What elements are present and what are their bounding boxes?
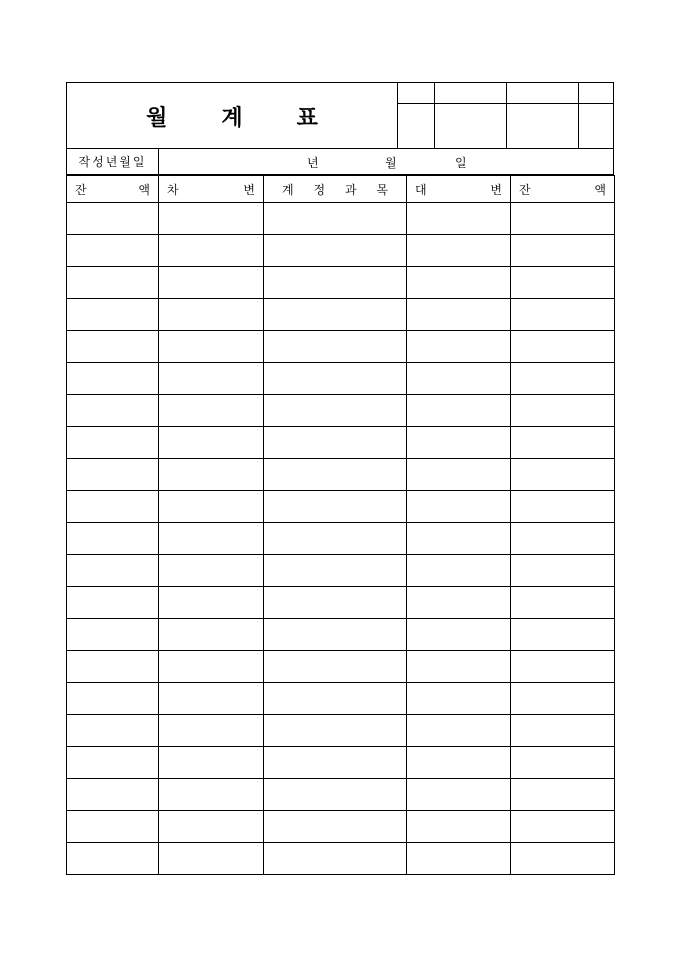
balance-right-cell[interactable]	[511, 459, 615, 491]
account-cell[interactable]	[264, 683, 407, 715]
approval-label-cell[interactable]	[434, 83, 506, 104]
debit-cell[interactable]	[159, 651, 264, 683]
account-cell[interactable]	[264, 619, 407, 651]
title-char: 표	[296, 104, 318, 131]
balance-left-cell[interactable]	[67, 811, 159, 843]
balance-left-cell[interactable]	[67, 843, 159, 875]
debit-cell[interactable]	[159, 715, 264, 747]
debit-cell[interactable]	[159, 459, 264, 491]
balance-left-cell[interactable]	[67, 235, 159, 267]
table-row	[67, 651, 615, 683]
debit-cell[interactable]	[159, 587, 264, 619]
debit-cell[interactable]	[159, 235, 264, 267]
account-cell[interactable]	[264, 779, 407, 811]
table-row	[67, 587, 615, 619]
credit-cell[interactable]	[407, 555, 511, 587]
debit-cell[interactable]	[159, 363, 264, 395]
balance-right-cell[interactable]	[511, 523, 615, 555]
ledger-header-row	[67, 176, 615, 203]
balance-right-cell[interactable]	[511, 235, 615, 267]
balance-left-cell[interactable]	[67, 331, 159, 363]
title-char: 월	[146, 104, 168, 131]
balance-right-cell[interactable]	[511, 747, 615, 779]
form-header	[66, 82, 614, 148]
account-cell[interactable]	[264, 555, 407, 587]
monthly-summary-form	[66, 82, 614, 875]
balance-left-cell[interactable]	[67, 683, 159, 715]
balance-right-cell[interactable]	[511, 299, 615, 331]
year-label: 년	[307, 156, 319, 170]
title-char: 계	[221, 104, 243, 131]
page-title	[67, 83, 397, 149]
table-row	[67, 491, 615, 523]
credit-cell[interactable]	[407, 395, 511, 427]
balance-right-cell[interactable]	[511, 267, 615, 299]
account-cell[interactable]	[264, 459, 407, 491]
credit-cell[interactable]	[407, 203, 511, 235]
balance-left-cell[interactable]	[67, 363, 159, 395]
balance-right-cell[interactable]	[511, 363, 615, 395]
balance-right-cell[interactable]	[511, 587, 615, 619]
column-header-credit: 대 변	[407, 176, 511, 203]
credit-cell[interactable]	[407, 811, 511, 843]
balance-left-cell[interactable]	[67, 651, 159, 683]
debit-cell[interactable]	[159, 811, 264, 843]
credit-cell[interactable]	[407, 523, 511, 555]
debit-cell[interactable]	[159, 683, 264, 715]
balance-left-cell[interactable]	[67, 267, 159, 299]
approval-sign-cell[interactable]	[434, 104, 506, 149]
debit-cell[interactable]	[159, 555, 264, 587]
account-cell[interactable]	[264, 267, 407, 299]
table-row	[67, 203, 615, 235]
account-cell[interactable]	[264, 715, 407, 747]
balance-left-cell[interactable]	[67, 203, 159, 235]
balance-left-cell[interactable]	[67, 427, 159, 459]
credit-cell[interactable]	[407, 267, 511, 299]
debit-cell[interactable]	[159, 427, 264, 459]
balance-left-cell[interactable]	[67, 587, 159, 619]
debit-cell[interactable]	[159, 267, 264, 299]
debit-cell[interactable]	[159, 619, 264, 651]
account-cell[interactable]	[264, 331, 407, 363]
date-label: 작성년월일	[67, 149, 159, 174]
approval-label-cell[interactable]	[578, 83, 614, 104]
credit-cell[interactable]	[407, 459, 511, 491]
balance-left-cell[interactable]	[67, 459, 159, 491]
credit-cell[interactable]	[407, 235, 511, 267]
credit-cell[interactable]	[407, 843, 511, 875]
table-row	[67, 811, 615, 843]
table-row	[67, 363, 615, 395]
ledger-table	[66, 175, 615, 875]
balance-left-cell[interactable]	[67, 779, 159, 811]
account-cell[interactable]	[264, 235, 407, 267]
column-header-debit: 차 변	[159, 176, 264, 203]
table-row	[67, 715, 615, 747]
credit-cell[interactable]	[407, 683, 511, 715]
balance-right-cell[interactable]	[511, 491, 615, 523]
account-cell[interactable]	[264, 651, 407, 683]
balance-right-cell[interactable]	[511, 427, 615, 459]
credit-cell[interactable]	[407, 331, 511, 363]
table-row	[67, 267, 615, 299]
table-row	[67, 299, 615, 331]
credit-cell[interactable]	[407, 363, 511, 395]
column-header-account: 계 정 과 목	[264, 176, 407, 203]
account-cell[interactable]	[264, 843, 407, 875]
table-row	[67, 555, 615, 587]
date-field[interactable]	[159, 149, 613, 174]
approval-sign-cell[interactable]	[398, 104, 434, 149]
balance-right-cell[interactable]	[511, 331, 615, 363]
debit-cell[interactable]	[159, 523, 264, 555]
column-header-balance-left: 잔 액	[67, 176, 159, 203]
approval-boxes	[397, 83, 614, 148]
balance-left-cell[interactable]	[67, 619, 159, 651]
balance-right-cell[interactable]	[511, 843, 615, 875]
account-cell[interactable]	[264, 491, 407, 523]
debit-cell[interactable]	[159, 747, 264, 779]
balance-right-cell[interactable]	[511, 811, 615, 843]
credit-cell[interactable]	[407, 779, 511, 811]
approval-sign-cell[interactable]	[506, 104, 578, 149]
debit-cell[interactable]	[159, 203, 264, 235]
table-row	[67, 843, 615, 875]
day-label: 일	[455, 156, 467, 170]
balance-left-cell[interactable]	[67, 523, 159, 555]
approval-sign-cell[interactable]	[578, 104, 614, 149]
credit-cell[interactable]	[407, 491, 511, 523]
balance-right-cell[interactable]	[511, 779, 615, 811]
table-row	[67, 459, 615, 491]
credit-cell[interactable]	[407, 299, 511, 331]
account-cell[interactable]	[264, 427, 407, 459]
debit-cell[interactable]	[159, 779, 264, 811]
balance-left-cell[interactable]	[67, 395, 159, 427]
balance-right-cell[interactable]	[511, 651, 615, 683]
date-row	[66, 148, 614, 175]
account-cell[interactable]	[264, 299, 407, 331]
credit-cell[interactable]	[407, 619, 511, 651]
balance-right-cell[interactable]	[511, 395, 615, 427]
column-header-balance-right: 잔 액	[511, 176, 615, 203]
credit-cell[interactable]	[407, 587, 511, 619]
month-label: 월	[385, 156, 397, 170]
debit-cell[interactable]	[159, 299, 264, 331]
debit-cell[interactable]	[159, 395, 264, 427]
credit-cell[interactable]	[407, 747, 511, 779]
approval-label-cell[interactable]	[398, 83, 434, 104]
table-row	[67, 683, 615, 715]
table-row	[67, 523, 615, 555]
table-row	[67, 747, 615, 779]
credit-cell[interactable]	[407, 427, 511, 459]
table-row	[67, 427, 615, 459]
balance-right-cell[interactable]	[511, 715, 615, 747]
balance-left-cell[interactable]	[67, 299, 159, 331]
balance-right-cell[interactable]	[511, 683, 615, 715]
account-cell[interactable]	[264, 811, 407, 843]
balance-left-cell[interactable]	[67, 555, 159, 587]
approval-label-cell[interactable]	[506, 83, 578, 104]
table-row	[67, 331, 615, 363]
account-cell[interactable]	[264, 523, 407, 555]
balance-right-cell[interactable]	[511, 555, 615, 587]
balance-right-cell[interactable]	[511, 619, 615, 651]
balance-left-cell[interactable]	[67, 747, 159, 779]
credit-cell[interactable]	[407, 651, 511, 683]
account-cell[interactable]	[264, 363, 407, 395]
credit-cell[interactable]	[407, 715, 511, 747]
account-cell[interactable]	[264, 203, 407, 235]
account-cell[interactable]	[264, 587, 407, 619]
account-cell[interactable]	[264, 395, 407, 427]
account-cell[interactable]	[264, 747, 407, 779]
balance-right-cell[interactable]	[511, 203, 615, 235]
debit-cell[interactable]	[159, 491, 264, 523]
balance-left-cell[interactable]	[67, 715, 159, 747]
table-row	[67, 235, 615, 267]
table-row	[67, 619, 615, 651]
table-row	[67, 779, 615, 811]
table-row	[67, 395, 615, 427]
debit-cell[interactable]	[159, 331, 264, 363]
balance-left-cell[interactable]	[67, 491, 159, 523]
debit-cell[interactable]	[159, 843, 264, 875]
